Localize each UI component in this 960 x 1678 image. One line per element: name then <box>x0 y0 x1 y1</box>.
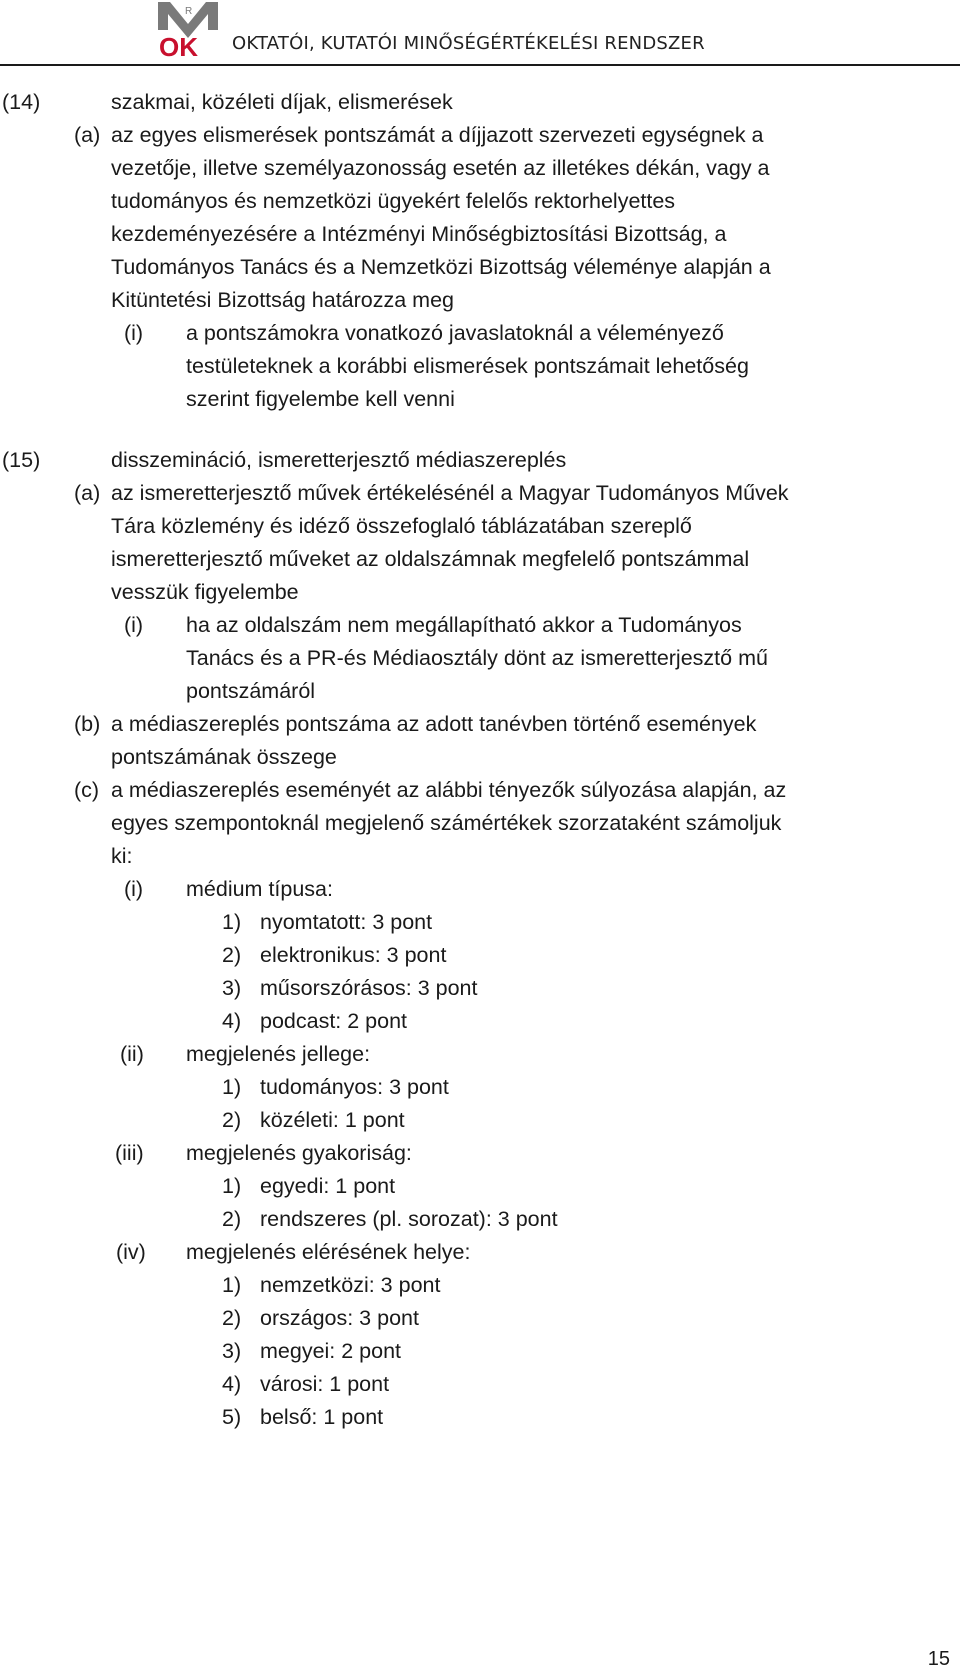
section-15-b-label: (b) <box>74 712 101 736</box>
list-item-number: 3) <box>222 1339 242 1363</box>
section-14-a-i-line: a pontszámokra vonatkozó javaslatoknál a véleményező <box>186 321 724 345</box>
list-item-number: 2) <box>222 943 242 967</box>
svg-text:OK: OK <box>159 32 198 58</box>
list-item-number: 1) <box>222 1273 242 1297</box>
list-item: országos: 3 pont <box>260 1306 419 1330</box>
section-15-a-line: az ismeretterjesztő művek értékelésénél a Magyar Tudományos Művek <box>111 481 789 505</box>
factor-title: megjelenés jellege: <box>186 1042 371 1066</box>
factor-title: médium típusa: <box>186 877 333 901</box>
section-14-a-label: (a) <box>74 123 101 147</box>
list-item: nyomtatott: 3 pont <box>260 910 433 934</box>
list-item-number: 3) <box>222 976 242 1000</box>
list-item: elektronikus: 3 pont <box>260 943 447 967</box>
section-15-title: disszemináció, ismeretterjesztő médiaszereplés <box>111 448 567 472</box>
list-item: tudományos: 3 pont <box>260 1075 449 1099</box>
section-14-a-line: kezdeményezésére a Intézményi Minőségbiztosítási Bizottság, a <box>111 222 727 246</box>
section-14-a-line: vezetője, illetve személyazonosság esetén az illetékes dékán, vagy a <box>111 156 770 180</box>
section-15-number: (15) <box>2 448 41 472</box>
factor-label: (iv) <box>116 1240 146 1264</box>
list-item: rendszeres (pl. sorozat): 3 pont <box>260 1207 558 1231</box>
section-14-a-line: Tudományos Tanács és a Nemzetközi Bizottság véleménye alapján a <box>111 255 771 279</box>
section-15-a-line: vesszük figyelembe <box>111 580 299 604</box>
section-15-a-line: Tára közlemény és idéző összefoglaló táblázatában szereplő <box>111 514 692 538</box>
list-item: műsorszórásos: 3 pont <box>260 976 478 1000</box>
list-item: városi: 1 pont <box>260 1372 390 1396</box>
section-14-a-line: tudományos és nemzetközi ügyekért felelős rektorhelyettes <box>111 189 676 213</box>
list-item-number: 2) <box>222 1108 242 1132</box>
factor-title: megjelenés gyakoriság: <box>186 1141 412 1165</box>
section-15-c-line: ki: <box>111 844 133 868</box>
section-14-a-line: az egyes elismerések pontszámát a díjjazott szervezeti egységnek a <box>111 123 764 147</box>
header-divider <box>0 64 960 66</box>
section-15-a-i-line: pontszámáról <box>186 679 316 703</box>
list-item-number: 4) <box>222 1372 242 1396</box>
list-item-number: 5) <box>222 1405 242 1429</box>
list-item-number: 2) <box>222 1306 242 1330</box>
section-15-b-line: a médiaszereplés pontszáma az adott tanévben történő események <box>111 712 757 736</box>
section-15-a-line: ismeretterjesztő műveket az oldalszámnak megfelelő pontszámmal <box>111 547 750 571</box>
section-14-a-i-label: (i) <box>124 321 144 345</box>
section-15-a-label: (a) <box>74 481 101 505</box>
section-15-c-label: (c) <box>74 778 100 802</box>
factor-label: (i) <box>124 877 144 901</box>
list-item-number: 1) <box>222 1075 242 1099</box>
section-15-a-i-label: (i) <box>124 613 144 637</box>
factor-label: (ii) <box>120 1042 144 1066</box>
section-15-b-line: pontszámának összege <box>111 745 337 769</box>
section-14-a-line: Kitüntetési Bizottság határozza meg <box>111 288 454 312</box>
list-item-number: 4) <box>222 1009 242 1033</box>
section-15-c-line: egyes szempontoknál megjelenő számértékek szorzataként számoljuk <box>111 811 782 835</box>
list-item: közéleti: 1 pont <box>260 1108 405 1132</box>
section-14-a-i-line: testületeknek a korábbi elismerések pontszámait lehetőség <box>186 354 749 378</box>
section-15-c-line: a médiaszereplés eseményét az alábbi tényezők súlyozása alapján, az <box>111 778 787 802</box>
page-number: 15 <box>927 1648 950 1670</box>
list-item-number: 1) <box>222 910 242 934</box>
section-14-number: (14) <box>2 90 41 114</box>
section-14-a-i-line: szerint figyelembe kell venni <box>186 387 455 411</box>
list-item: nemzetközi: 3 pont <box>260 1273 441 1297</box>
factor-label: (iii) <box>115 1141 144 1165</box>
header-title: OKTATÓI, KUTATÓI MINŐSÉGÉRTÉKELÉSI RENDSZER <box>232 33 705 54</box>
list-item: podcast: 2 pont <box>260 1009 408 1033</box>
page-header <box>0 0 960 62</box>
list-item: megyei: 2 pont <box>260 1339 402 1363</box>
factor-title: megjelenés elérésének helye: <box>186 1240 471 1264</box>
list-item-number: 2) <box>222 1207 242 1231</box>
list-item: egyedi: 1 pont <box>260 1174 396 1198</box>
section-15-a-i-line: Tanács és a PR-és Médiaosztály dönt az ismeretterjesztő mű <box>186 646 768 670</box>
list-item-number: 1) <box>222 1174 242 1198</box>
svg-text:R: R <box>185 6 193 17</box>
section-14-title: szakmai, közéleti díjak, elismerések <box>111 90 453 114</box>
section-15-a-i-line: ha az oldalszám nem megállapítható akkor a Tudományos <box>186 613 742 637</box>
mrok-logo <box>156 0 220 58</box>
list-item: belső: 1 pont <box>260 1405 384 1429</box>
